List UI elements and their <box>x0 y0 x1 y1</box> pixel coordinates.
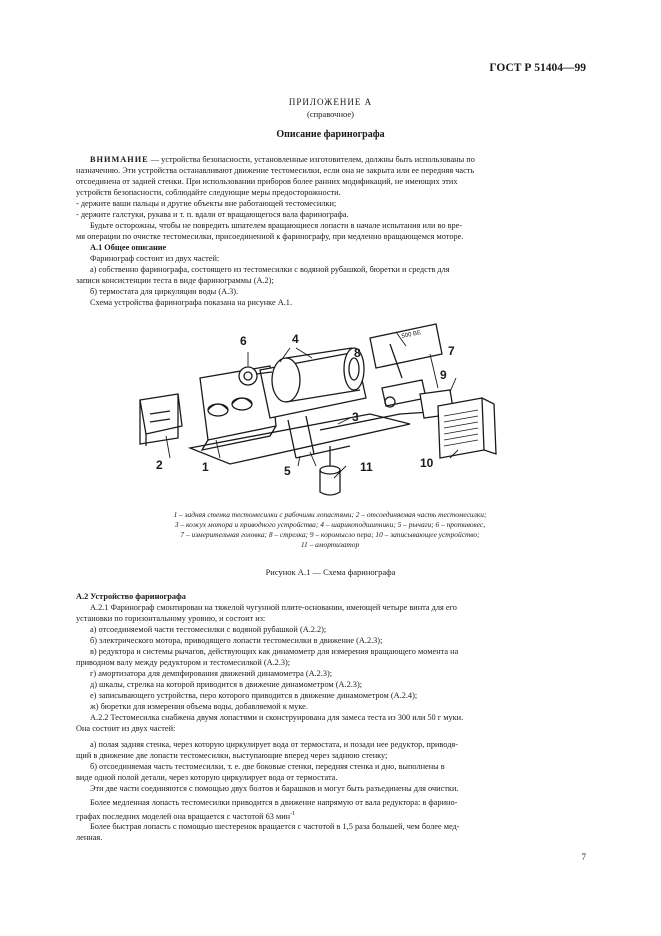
text-line: Эти две части соединяются с помощью двух болтов и барашков и могут быть разъединены для очистки. <box>90 784 459 793</box>
list-item: в) редуктора и системы рычагов, действующих как динамометр для измерения вращающего момента на <box>90 647 459 656</box>
text-line: устройств безопасности, соблюдайте следующие меры предосторожности. <box>76 188 341 197</box>
text-line: мя операции по очистке тестомесилки, присоединенной к фаринографу, при медленно вращающемся моторе. <box>76 232 464 241</box>
section-heading-a1: А.1 Общее описание <box>90 243 167 252</box>
text-line: А.2.2 Тестомесилка снабжена двумя лопастями и сконструирована для замеса теста из 300 или 50 г муки. <box>90 713 464 722</box>
warning-text: — устройства безопасности, установленные изготовителем, должны быть использованы по <box>148 155 475 164</box>
appendix-note: (справочное) <box>307 109 354 119</box>
document-code: ГОСТ Р 51404—99 <box>489 62 586 74</box>
figure-label-1: 1 <box>202 460 209 474</box>
figure-label-6: 6 <box>240 334 247 348</box>
list-item: а) полая задняя стенка, через которую циркулирует вода от термостата, и позади нее редуктор, приводя- <box>90 740 458 749</box>
figure-caption: Рисунок А.1 — Схема фаринографа <box>265 567 396 577</box>
appendix-title: ПРИЛОЖЕНИЕ А <box>288 97 373 107</box>
text-line: Будьте осторожны, чтобы не повредить шпателем вращающиеся лопасти в начале испытания или во вре- <box>90 221 463 230</box>
appendix-heading: Описание фаринографа <box>276 129 385 140</box>
figure-label-10: 10 <box>420 456 434 470</box>
figure-label-8: 8 <box>354 346 361 360</box>
figure-legend-line: 1 – задняя стенка тестомесилки с рабочими лопастями; 2 – отсоединяемая часть тестомесилки; <box>173 510 487 519</box>
figure-label-3: 3 <box>352 410 359 424</box>
figure-legend-line: 7 – измерительная головка; 8 – стрелка; 9 – коромысло пера; 10 – записывающее устройство; <box>180 530 480 539</box>
text-line: записи консистенции теста в виде фаринограммы (А.2); <box>76 276 274 285</box>
figure-label-5: 5 <box>284 464 291 478</box>
list-item: г) амортизатора для демпфирования движений динамометра (А.2.3); <box>90 669 333 678</box>
text-line: назначению. Эти устройства останавливают движение тестомесилки, если она не закрыта или ее передняя часть <box>76 166 475 175</box>
list-item: б) отсоединяемая часть тестомесилки, т. е. две боковые стенки, передняя стенка и дно, выполнены в <box>90 762 445 771</box>
figure-label-2: 2 <box>156 458 163 472</box>
list-item: а) собственно фаринографа, состоящего из тестомесилки с водяной рубашкой, бюретки и средств для <box>90 265 450 274</box>
text-line: Более быстрая лопасть с помощью шестеренок вращается с частотой в 1,5 раза большей, чем более мед- <box>90 822 460 831</box>
text-line: ленная. <box>76 833 103 842</box>
list-item: а) отсоединяемой части тестомесилки с водяной рубашкой (А.2.2); <box>90 625 327 634</box>
text-line: Более медленная лопасть тестомесилки приводится в движение напрямую от вала редуктора: в фарино- <box>90 798 458 807</box>
text-line: щий в движение две лопасти тестомесилки, выступающие вперед через заднюю стенку; <box>76 751 388 760</box>
warning-paragraph <box>90 155 586 166</box>
text-line: Схема устройства фаринографа показана на рисунке А.1. <box>90 298 293 307</box>
bullet-item: - держите галстуки, рукава и т. п. вдали от вращающегося вала фаринографа. <box>76 210 349 219</box>
text-line: А.2.1 Фаринограф смонтирован на тяжелой чугунной плите-основании, имеющей четыре винта для его <box>90 603 457 612</box>
text-line: Фаринограф состоит из двух частей: <box>90 254 220 263</box>
figure-label-4: 4 <box>292 332 299 346</box>
rotation-speed-text: графах последних моделей она вращается с частотой 63 мин <box>76 811 291 821</box>
scale-text: 500 ВЕ <box>401 329 422 340</box>
superscript: -1 <box>290 811 296 817</box>
warning-word: ВНИМАНИЕ <box>90 155 149 164</box>
figure-label-7: 7 <box>448 344 455 358</box>
text-line: Она состоит из двух частей: <box>76 724 176 733</box>
figure-legend-line: 11 – амортизатор <box>300 540 360 549</box>
text-line: отсоединена от задней стенки. При использовании приборов более ранних модификаций, не имеющих этих <box>76 177 458 186</box>
text-line: приводном валу между редуктором и тестомесилкой (А.2.3); <box>76 658 291 667</box>
figure-legend-line: 3 – кожух мотора и приводного устройства; 4 – шарикоподшипники; 5 – рычаги; 6 – противовес, <box>174 520 486 529</box>
farinograph-diagram <box>120 318 540 510</box>
figure-label-9: 9 <box>440 368 447 382</box>
list-item: д) шкалы, стрелка на которой приводится в движение динамометром (А.2.3); <box>90 680 363 689</box>
farinograph-figure <box>120 318 540 510</box>
list-item: б) термостата для циркуляции воды (А.3). <box>90 287 239 296</box>
section-heading-a2: А.2 Устройство фаринографа <box>76 592 186 601</box>
text-line: виде одной полой детали, через которую циркулирует вода от термостата. <box>76 773 338 782</box>
bullet-item: - держите ваши пальцы и другие объекты вне работающей тестомесилки; <box>76 199 337 208</box>
list-item: ж) бюретки для измерения объема воды, добавляемой к муке. <box>90 702 308 711</box>
list-item: е) записывающего устройства, перо которого приводится в движение динамометром (А.2.4); <box>90 691 418 700</box>
list-item: б) электрического мотора, приводящего лопасти тестомесилки в движение (А.2.3); <box>90 636 383 645</box>
text-line: установки по горизонтальному уровню, и состоит из: <box>76 614 266 623</box>
text-line <box>76 809 586 822</box>
page-number: 7 <box>581 852 586 862</box>
figure-label-11: 11 <box>360 460 373 474</box>
